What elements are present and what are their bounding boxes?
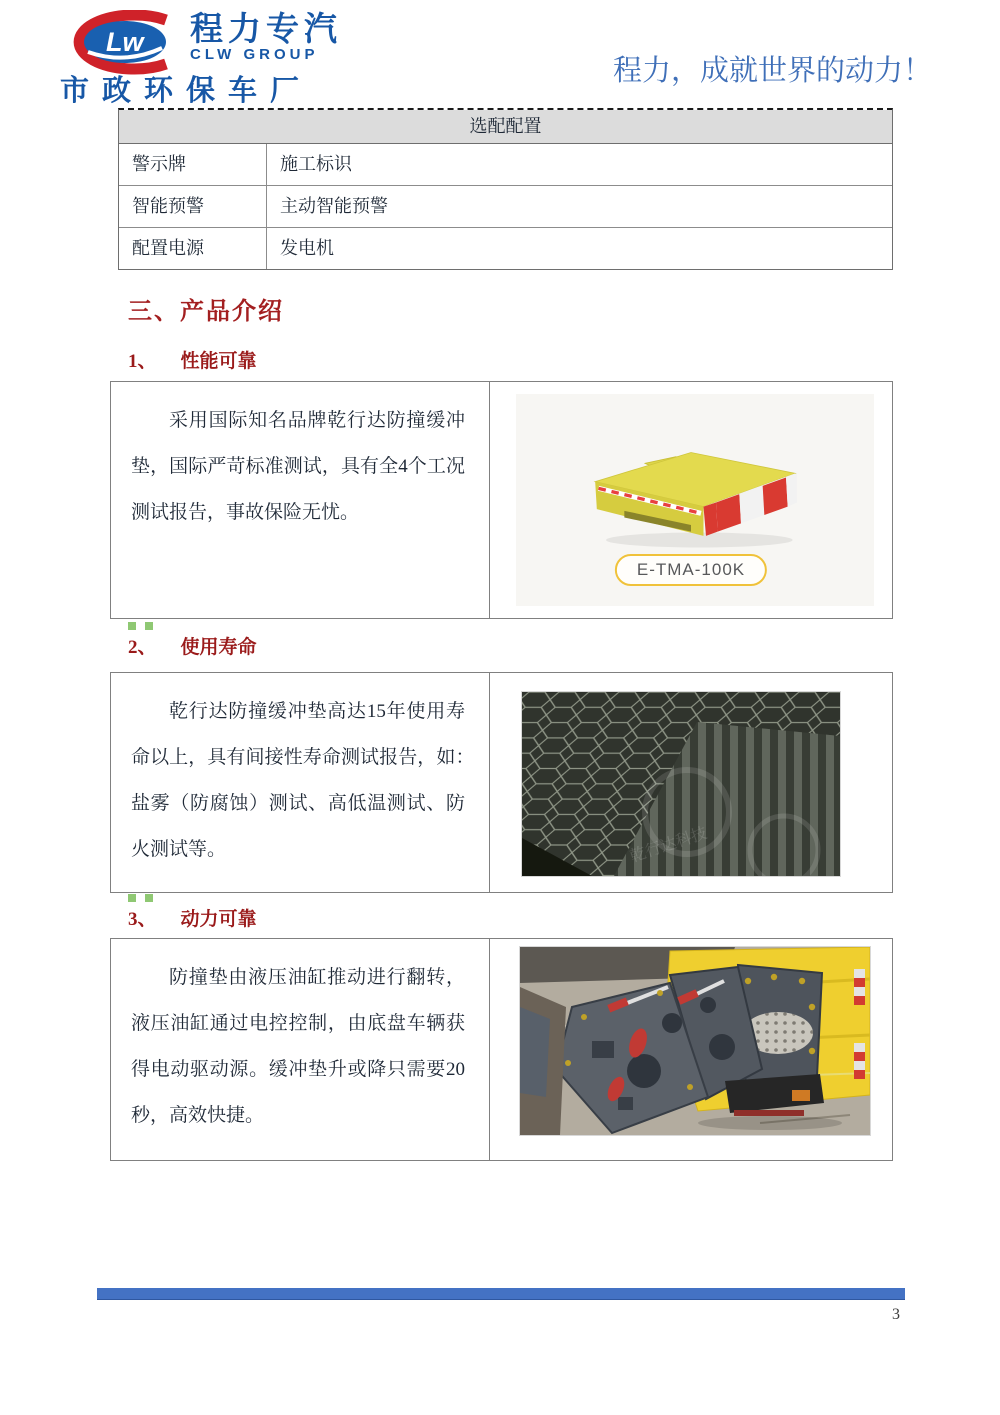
honeycomb-photo (522, 692, 840, 876)
feature-3-heading (128, 904, 257, 931)
feature-2-heading (128, 632, 257, 659)
green-square-icon (145, 894, 153, 902)
config-label: 智能预警 (119, 186, 267, 227)
feature-3-title: 动力可靠 (180, 909, 257, 930)
svg-text:乾行达科技: 乾行达科技 (627, 824, 710, 866)
feature-1-text: 采用国际知名品牌乾行达防撞缓冲垫，国际严苛标准测试，具有全4个工况测试报告，事故保险无忧。 (111, 382, 490, 618)
brand-name-en: CLW GROUP (190, 46, 319, 63)
footer-divider-bar (97, 1288, 905, 1300)
feature-3-number: 3、 (128, 909, 157, 930)
flip-mechanism-photo (520, 947, 870, 1135)
green-square-icon (128, 622, 136, 630)
feature-2-media (490, 673, 892, 892)
feature-3-text: 防撞垫由液压油缸推动进行翻转，液压油缸通过电控控制，由底盘车辆获得电动驱动源。缓冲垫升或降只需要20秒，高效快捷。 (111, 939, 490, 1160)
feature-1-number: 1、 (128, 351, 157, 372)
section-title: 三、产品介绍 (128, 298, 284, 325)
feature-1-media (490, 382, 892, 618)
feature-1-heading (128, 346, 257, 373)
crash-cushion-image (566, 430, 816, 550)
config-value: 发电机 (280, 238, 334, 258)
config-value: 施工标识 (280, 154, 352, 174)
green-square-icon (145, 622, 153, 630)
feature-1-box (110, 381, 893, 619)
config-value: 主动智能预警 (280, 196, 388, 216)
config-label: 警示牌 (119, 144, 267, 185)
table-title: 选配配置 (119, 110, 892, 144)
factory-name: 市政环保车厂 (60, 75, 313, 107)
feature-1-title: 性能可靠 (180, 351, 257, 372)
brand-block (190, 12, 342, 63)
feature-2-box (110, 672, 893, 893)
svg-text:Lw: Lw (106, 27, 144, 57)
table-row (119, 228, 892, 269)
feature-2-title: 使用寿命 (180, 637, 257, 658)
company-slogan: 程力，成就世界的动力！ (612, 55, 932, 87)
model-label: E-TMA-100K (615, 554, 767, 586)
green-square-icon (128, 894, 136, 902)
optional-config-table (118, 108, 893, 270)
feature-3-box (110, 938, 893, 1161)
page-number: 3 (892, 1306, 900, 1323)
brand-name-cn: 程力专汽 (190, 10, 342, 47)
clw-logo-icon (50, 10, 190, 76)
feature-2-number: 2、 (128, 637, 157, 658)
table-row (119, 144, 892, 186)
feature-2-text: 乾行达防撞缓冲垫高达15年使用寿命以上，具有间接性寿命测试报告，如： 盐雾（防腐蚀）测试、高低温测试、防火测试等。 (111, 673, 490, 892)
table-row (119, 186, 892, 228)
config-label: 配置电源 (119, 228, 267, 269)
feature-3-media (490, 939, 892, 1160)
